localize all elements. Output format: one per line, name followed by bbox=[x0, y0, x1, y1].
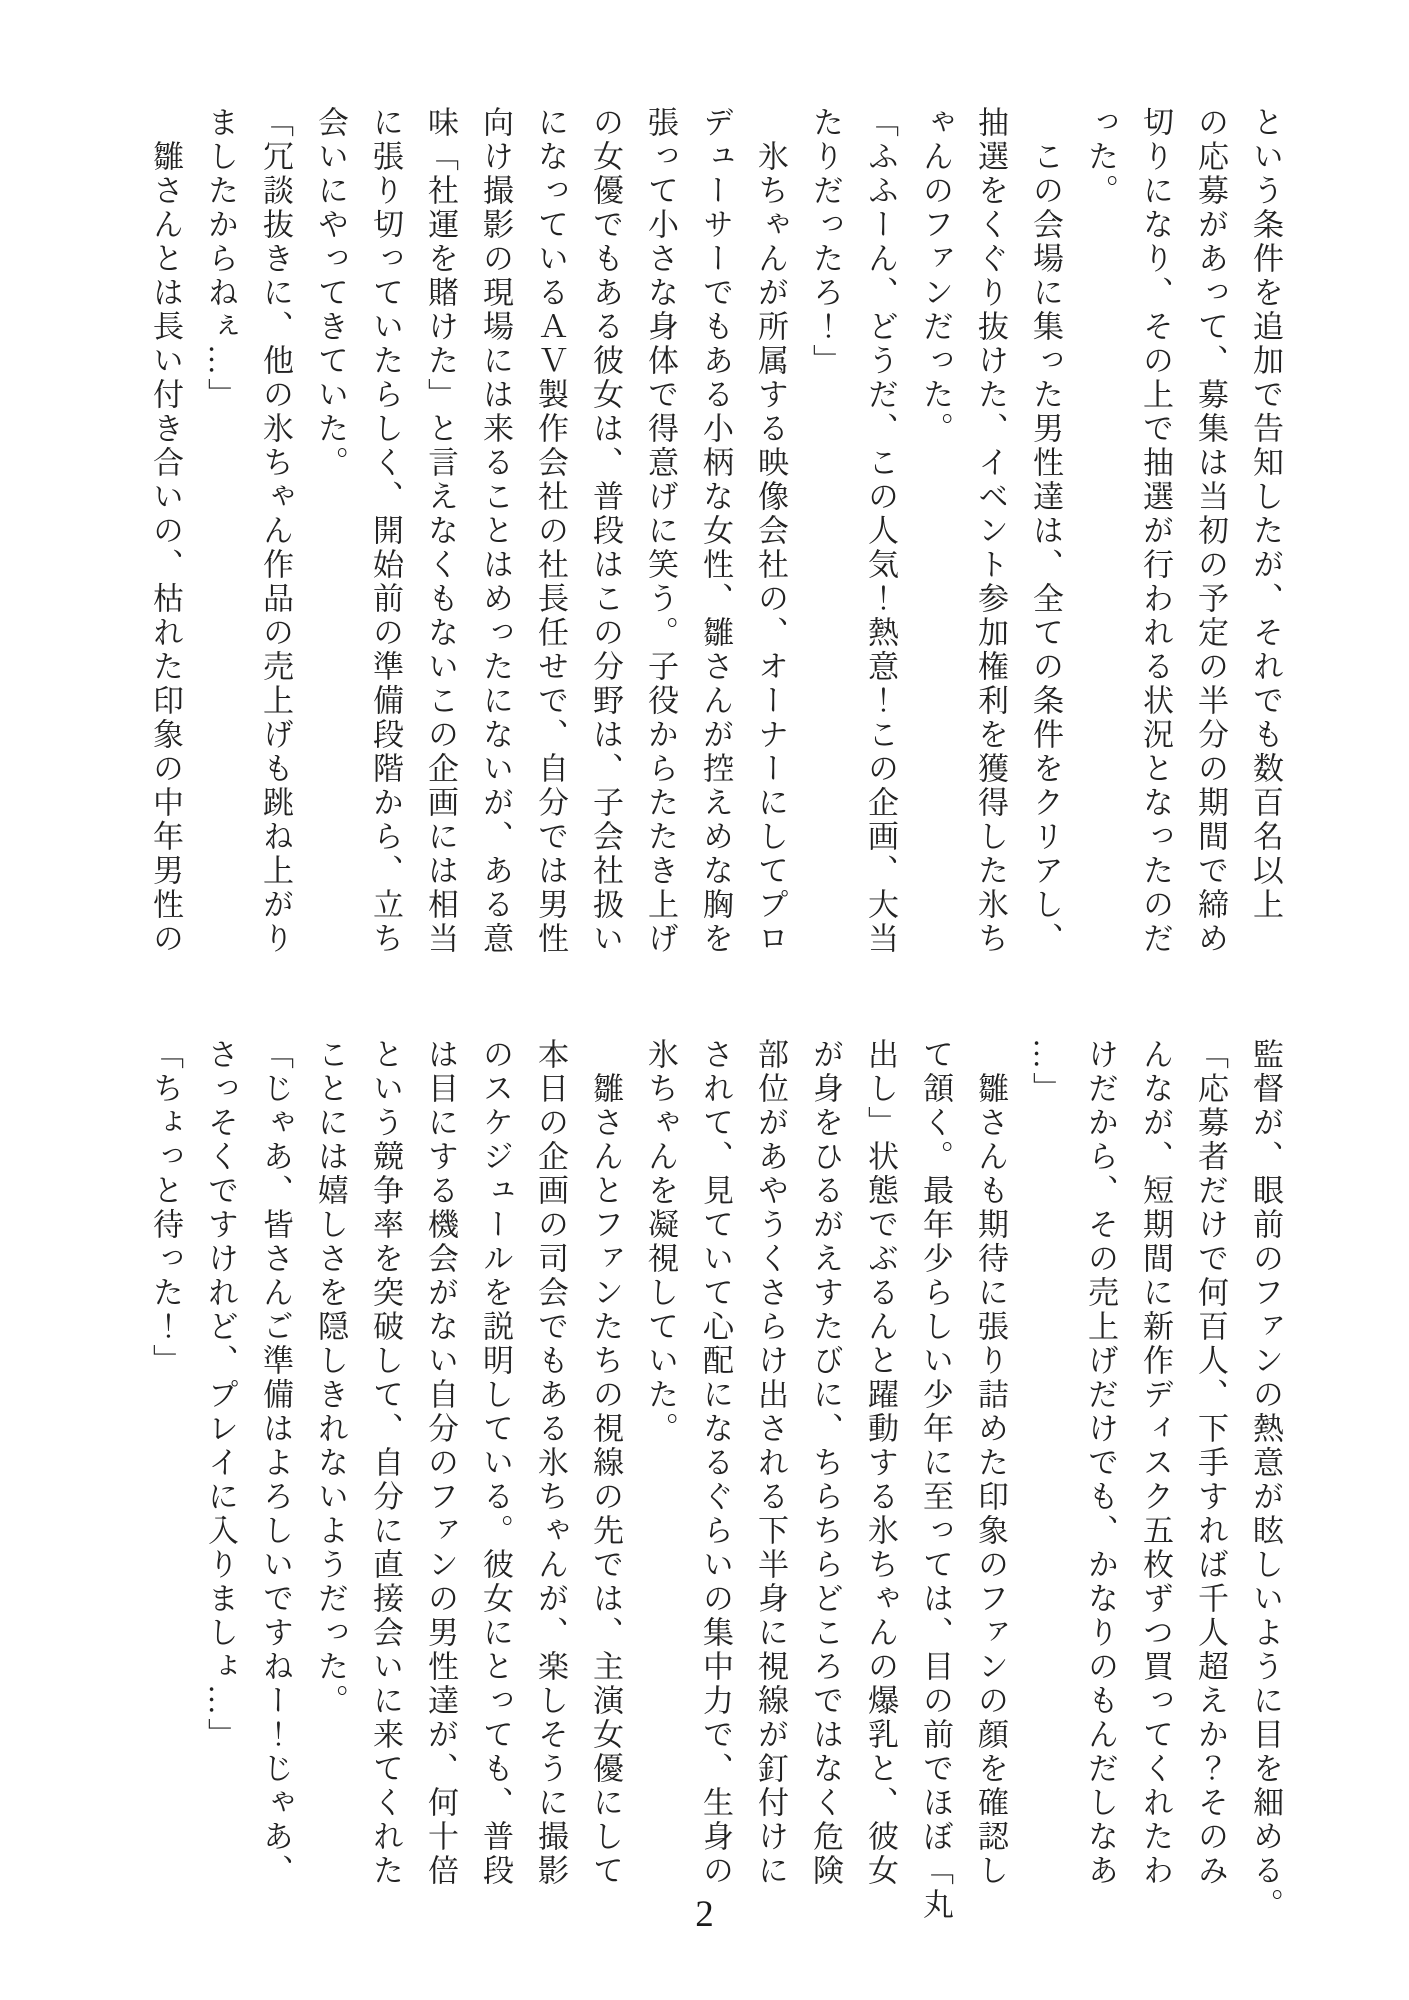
text-column: に張り切っていたらしく、開始前の準備段階から、立ち bbox=[368, 106, 403, 956]
text-column: 出し」状態でぶるんと躍動する氷ちゃんの爆乳と、彼女 bbox=[863, 1038, 898, 1888]
text-column: されて、見ていて心配になるぐらいの集中力で、生身の bbox=[698, 1038, 733, 1888]
text-column: 雛さんとファンたちの視線の先では、主演女優にして bbox=[588, 1038, 623, 1888]
text-block-top bbox=[138, 106, 1293, 991]
text-column: て頷く。最年少らしい少年に至っては、目の前でほぼ「丸 bbox=[918, 1038, 953, 1922]
text-column: が身をひるがえすたびに、ちらちらどころではなく危険 bbox=[808, 1038, 843, 1888]
text-column: 「ちょっと待った！」 bbox=[148, 1038, 183, 1378]
text-column: んなが、短期間に新作ディスク五枚ずつ買ってくれたわ bbox=[1138, 1038, 1173, 1888]
text-column: 監督が、眼前のファンの熱意が眩しいように目を細める。 bbox=[1248, 1038, 1283, 1922]
text-column: になっているＡＶ製作会社の社長任せで、自分では男性 bbox=[533, 106, 568, 956]
text-column: 向け撮影の現場には来ることはめったにないが、ある意 bbox=[478, 106, 513, 956]
text-column: 「じゃあ、皆さんご準備はよろしいですねー！じゃあ、 bbox=[258, 1038, 293, 1888]
text-column: 雛さんも期待に張り詰めた印象のファンの顔を確認し bbox=[973, 1038, 1008, 1888]
text-column: ゃんのファンだった。 bbox=[918, 106, 953, 446]
text-column: の応募があって、募集は当初の予定の半分の期間で締め bbox=[1193, 106, 1228, 956]
text-column: さっそくですけれど、プレイに入りましょ…」 bbox=[203, 1038, 238, 1752]
text-column: …」 bbox=[1028, 1038, 1063, 1106]
text-column: 部位があやうくさらけ出される下半身に視線が釘付けに bbox=[753, 1038, 788, 1888]
text-column: 抽選をくぐり抜けた、イベント参加権利を獲得した氷ち bbox=[973, 106, 1008, 956]
text-column: 氷ちゃんが所属する映像会社の、オーナーにしてプロ bbox=[753, 106, 788, 956]
text-column: は目にする機会がない自分のファンの男性達が、何十倍 bbox=[423, 1038, 458, 1888]
text-column: けだから、その売上げだけでも、かなりのもんだしなあ bbox=[1083, 1038, 1118, 1888]
text-column: 「冗談抜きに、他の氷ちゃん作品の売上げも跳ね上がり bbox=[258, 106, 293, 956]
text-column: という競争率を突破して、自分に直接会いに来てくれた bbox=[368, 1038, 403, 1888]
text-column: 雛さんとは長い付き合いの、枯れた印象の中年男性の bbox=[148, 106, 183, 956]
text-column: 味「社運を賭けた」と言えなくもないこの企画には相当 bbox=[423, 106, 458, 956]
text-column: った。 bbox=[1083, 106, 1118, 208]
text-column: 張って小さな身体で得意げに笑う。子役からたたき上げ bbox=[643, 106, 678, 956]
text-column: 「ふふーん、どうだ、この人気！熱意！この企画、大当 bbox=[863, 106, 898, 956]
text-column: 本日の企画の司会でもある氷ちゃんが、楽しそうに撮影 bbox=[533, 1038, 568, 1888]
text-column: たりだったろ！」 bbox=[808, 106, 843, 378]
text-column: 氷ちゃんを凝視していた。 bbox=[643, 1038, 678, 1446]
text-column: デューサーでもある小柄な女性、雛さんが控えめな胸を bbox=[698, 106, 733, 956]
text-column: 「応募者だけで何百人、下手すれば千人超えか？そのみ bbox=[1193, 1038, 1228, 1888]
text-column: のスケジュールを説明している。彼女にとっても、普段 bbox=[478, 1038, 513, 1888]
text-column: ことには嬉しさを隠しきれないようだった。 bbox=[313, 1038, 348, 1718]
text-column: 会いにやってきていた。 bbox=[313, 106, 348, 480]
text-column: ましたからねぇ…」 bbox=[203, 106, 238, 412]
text-block-bottom bbox=[138, 1038, 1293, 1923]
page-number: 2 bbox=[695, 1894, 714, 1935]
text-column: の女優でもある彼女は、普段はこの分野は、子会社扱い bbox=[588, 106, 623, 956]
text-column: という条件を追加で告知したが、それでも数百名以上 bbox=[1248, 106, 1283, 922]
text-column: この会場に集った男性達は、全ての条件をクリアし、 bbox=[1028, 106, 1063, 956]
text-column: 切りになり、その上で抽選が行われる状況となったのだ bbox=[1138, 106, 1173, 956]
